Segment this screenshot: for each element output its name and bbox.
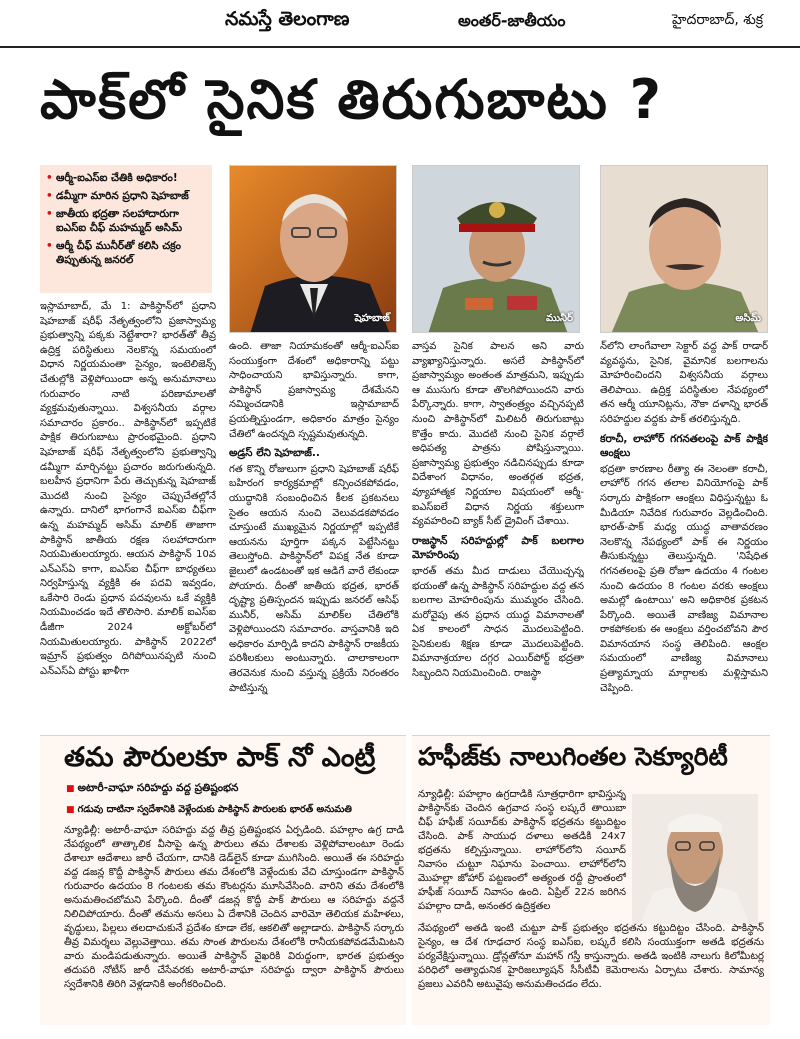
portrait-illustration	[230, 166, 397, 333]
photo-caption: మునీర్	[546, 313, 573, 324]
paragraph: వాస్తవ సైనిక పాలన అని వారు వ్యాఖ్యానిస్తున్నారు. అసలే పాకిస్థాన్‌లో ప్రజాస్వామ్యం అంతంత మాత్రమని, ఇప్పుడు ఆ ముసుగు కూడా తొలగిపోయిందని వారు పేర్కొన్నారు. కాగా, స్వాతంత్ర్యం వచ్చినప్పటి నుంచి పాకిస్థాన్‌లో మిలిటరీ తిరుగుబాట్లు కొత్తేం కాదు. మొదటి నుంచి సైనిక వర్గాలే అధిపత్య పాత్రను పోషిస్తున్నాయి. ప్రజాస్వామ్య ప్రభుత్వం నడిచినప్పుడు కూడా విదేశాంగ విధానం, అంతర్గత భద్రత, వ్యూహాత్మక నిర్ణయాల విషయంలో ఆర్మీ-ఐఎస్ఐలే విధాన నిర్ణయ శక్తులుగా వ్యవహరించి బ్యాక్ సీట్ డ్రైవింగ్ చేశాయి.	[412, 341, 584, 528]
photo-shehbaz	[229, 165, 397, 333]
article-column-2	[229, 340, 399, 720]
subheading: కరాచీ, లాహోర్ గగనతలంపై పాక్ పాక్షిక ఆంక్షలు	[600, 432, 768, 460]
paragraph: గత కొన్ని రోజులుగా ప్రధాని షెహబాజ్ షరీఫ్ బహిరంగ కార్యక్రమాల్లో కన్పించకపోవడం, యుద్ధానికి సంబంధించిన కీలక ప్రకటనలు సైతం ఆయన నుంచి వెలువడకపోవడం చూస్తుంటే ముఖ్యమైన నిర్ణయాల్లో ఇప్పటికే ఆయనను పూర్తిగా పక్కన పెట్టేసినట్టు తెలుస్తోంది. పాకిస్థాన్‌లో విపక్ష నేత కూడా జైలులో ఉండటంతో ఇక ఆడిగే వారే లేకుండా పోయారు. దీంతో జాతీయ భద్రత, భారత్ దృష్ట్యా ప్రతిస్పందన ఇప్పుడు జనరల్ ఆసిఫ్ మునీర్, అసిమ్ మాలిక్‌ల చేతిలోకి వెళ్లిపోయిందని సమాచారం. వాస్తవానికి ఇది అధికారం మార్పిడి కాదని పాకిస్థాన్ రాజకీయ పరిశీలకులు అంటున్నారు. చాలాకాలంగా తెరవెనుక నుంచి వస్తున్న ప్రక్రియే నిరంతరం పాటిస్తున్న	[229, 463, 399, 694]
paragraph: ఉంది. తాజా నియామకంతో ఆర్మీ-ఐఎస్ఐ సంయుక్తంగా దేశంలో అధికారాన్ని పట్టు సాధించాయని భావిస్తున్నారు. కాగా, పాకిస్థాన్ ప్రజాస్వామ్య దేశమేనని నమ్మించడానికి ఇస్లామాబాద్ ప్రయత్నిస్తుండగా, అధికారం మాత్రం సైన్యం చేతిలో ఉందన్నది స్పష్టమవుతున్నది.	[229, 341, 399, 440]
masthead	[0, 0, 800, 48]
paragraph: న్‌లోని లాంగేవాలా సెక్టార్ వద్ద పాక్ రాడార్ వ్యవస్థను, సైనిక, వైమానిక బలగాలను మోహరించిందని విశ్వసనీయ వర్గాలు తెలిపాయి. ఉద్రిక్త పరిస్థితుల నేపథ్యంలో తన ఆర్మీ యూనిట్లను, నౌకా దళాన్ని భారత్ సరిహద్దుల వద్దకు పాక్ తరలిస్తున్నది.	[600, 341, 768, 425]
highlight-item: • డమ్మీగా మారిన ప్రధాని షెహబాజ్	[46, 189, 206, 203]
article-column-1	[40, 300, 216, 720]
story-body	[418, 788, 626, 920]
subheading: రాజస్థాన్ సరిహద్దుల్లో పాక్ బలగాల మోహరింపు	[412, 534, 584, 562]
subheading: అడ్రస్ లేని షెహబాజ్..	[229, 447, 320, 460]
highlight-item: • ఆర్మీ-ఐఎస్ఐ చేతికి అధికారం!	[46, 171, 206, 185]
paragraph: ఇస్లామాబాద్, మే 1: పాకిస్థాన్‌లో ప్రధాని షెహబాజ్ షరీఫ్ నేతృత్వంలోని ప్రజాస్వామ్య ప్రభుత్వాన్ని పక్కకు నెట్టేశారా? భారత్‌తో తీవ్ర ఉద్రిక్త పరిస్థితులు నెలకొన్న సమయంలో విధాన నిర్ణయమంతా సైన్యం, ఇంటెలిజెన్స్ చేతుల్లోకి వెళ్లిపోయిందా అన్న అనుమానాలు గురువారం నాటి పరిణామాలతో వ్యక్తమవుతున్నాయి. విశ్వసనీయ వర్గాల సమాచారం ప్రకారం.. పాకిస్థాన్‌లో ఇప్పటికే పాక్షిక తిరుగుబాటు ప్రారంభమైంది. ప్రధాని షెహబాజ్ షరీఫ్ నేతృత్వంలోని ప్రభుత్వాన్ని డమ్మీగా మార్చినట్టు ప్రచారం జరుగుతున్నది. బలహీన ప్రధానిగా పేరు తెచ్చుకున్న షెహబాజ్ మొదటి నుంచి సైన్యం చెప్పుచేతల్లోనే ఉన్నారు. దానిలో భాగంగానే ఐఎస్ఐ చీఫ్‌గా ఉన్న మహమ్మద్ అసిమ్ మాలిక్ తాజాగా పాకిస్థాన్ జాతీయ రక్షణ సలహాదారుగా నియమితులయ్యారు. ఆయన పాకిస్థాన్ 10వ ఎన్ఎస్ఏ కాగా, ఐఎస్ఐ చీఫ్‌గా బాధ్యతలు నిర్వహిస్తున్న వ్యక్తికి ఈ పదవి ఇవ్వడం, ఒకేసారి రెండు ప్రధాన పదవులను ఒకే వ్యక్తికి నియమించడం ఇదే తొలిసారి. మాలిక్ ఐఎస్ఐ డీజీగా 2024 అక్టోబర్‌లో నియమితులయ్యారు. పాకిస్థాన్ 2022లో ఇమ్రాన్ ప్రభుత్వం దిగిపోయినప్పటి నుంచి ఎన్ఎస్ఏ పోస్టు ఖాళీగా	[40, 301, 216, 677]
story-body	[418, 922, 764, 1024]
article-column-4	[600, 340, 768, 720]
highlight-item: • జాతీయ భద్రతా సలహాదారుగా ఐఎస్ఐ చీఫ్ మహమ్మద్ అసిమ్	[46, 207, 206, 235]
paragraph: భారత్ తమ మీద దాడులు చేయొచ్చన్న భయంతో ఉన్న పాకిస్థాన్ సరిహద్దుల వద్ద తన బలగాల మోహరింపును ముమ్మరం చేసింది. మరోవైపు తన ప్రధాన యుద్ధ విమానాలతో ఏక కాలంలో సాధన మొదలుపెట్టింది. సైనికులకు శిక్షణ కూడా మొదలుపెట్టింది. విమానాశ్రయాల దగ్గర ఎయిర్‌పోర్ట్ భద్రతా సిబ్బందిని నియమించింది. రాజస్థా	[412, 565, 584, 680]
paper-name: నమస్తే తెలంగాణ	[225, 8, 350, 30]
dateline: హైదరాబాద్, శుక్ర	[672, 12, 764, 28]
paragraph: నేపథ్యంలో అతడి ఇంటి చుట్టూ పాక్ ప్రభుత్వం భద్రతను కట్టుదిట్టం చేసింది. పాకిస్థాన్ సైన్యం, ఆ దేశ గూఢచార సంస్థ ఐఎస్ఐ, లష్కరే కలిసి సంయుక్తంగా అతడి భద్రతను పర్యవేక్షిస్తున్నాయి. డ్రోన్లతోనూ మహాన్ గస్తీ కాస్తున్నారు. అతడి ఇంటికి నాలుగు కిలోమీటర్ల పరిధిలో అత్యాధునిక హైరిజల్యూషన్ సీసీటీవీ కెమెరాలను ఏర్పాటు చేశారు. సామాన్య ప్రజలు ఎవరినీ అటువైపు అనుమతించడం లేదు.	[418, 923, 764, 990]
photo-hafiz-saeed	[632, 794, 758, 924]
lead-headline: పాక్‌లో సైనిక తిరుగుబాటు ?	[40, 68, 663, 131]
portrait-illustration	[632, 794, 758, 924]
story-box-border-entry	[40, 735, 406, 1025]
photo-asim	[600, 165, 768, 333]
paragraph: న్యూఢిల్లీ: అటారీ-వాఘా సరిహద్దు వద్ద తీవ్ర ప్రతిష్టంభన ఏర్పడింది. పహల్గాం ఉగ్ర దాడి నేపథ్యంలో తాత్కాలిక వీసాపై ఉన్న పౌరులు తమ దేశాలకు వెళ్లిపోవాలంటూ రెండు దేశాలూ ఆదేశాలు జారీ చేయగా, దానికి డెడ్‌లైన్ కూడా ముగిసింది. అయితే ఈ సరిహద్దు వద్ద డజన్ల కొద్దీ పాకిస్థాన్ పౌరులు తమ దేశంలోకి వెళ్లేందుకు వేచి చూస్తుండగా పాకిస్థాన్ గురువారం ఉదయం 8 గంటలకు తమ కౌంటర్లను మూసివేసింది. వారిని తమ దేశంలోకి అనుమతించబోమని పేర్కొంది. దీంతో డజన్ల కొద్దీ పాక్ పౌరులు ఆ సరిహద్దు వద్దనే నిలిచిపోయారు. దీంతో తమను అసలు ఏ దేశానికి చెందిన వారిమో తెలియక మహిళలు, వృద్ధులు, పిల్లలు తలదాచుకునే ప్రదేశం కూడా లేక, ఆకలితో అల్లాడారు. పాకిస్థాన్ సర్కారు తీవ్ర విమర్శలు వెల్లువెత్తాయి. తమ సొంత పౌరులను దేశంలోకి రానీయకపోవడమేమిటని వారు మండిపడుతున్నారు. అయితే పాకిస్థాన్ వైఖరికి విరుద్ధంగా, భారత ప్రభుత్వం తదుపరి నోటీస్ జారీ చేసేవరకు అటారీ-వాఘా సరిహద్దు ద్వారా పాకిస్థాన్ పౌరులు స్వదేశానికి తిరిగి వెళ్లడానికి అంగీకరించింది.	[64, 825, 404, 990]
story-box-hafiz-security	[412, 735, 770, 1025]
highlights-box	[40, 165, 212, 293]
story-headline: హఫీజ్‌కు నాలుగింతల సెక్యూరిటీ	[418, 742, 728, 771]
story-body	[64, 824, 404, 1024]
photo-caption: షెహబాజ్	[354, 313, 390, 324]
story-headline: తమ పౌరులకూ పాక్ నో ఎంట్రీ	[64, 742, 376, 773]
article-column-3	[412, 340, 584, 720]
photo-caption: అసిమ్	[735, 313, 761, 324]
portrait-illustration	[413, 166, 580, 333]
paragraph: భద్రతా కారణాల రీత్యా ఈ నెలంతా కరాచీ, లాహోర్ గగన తలాల వినియోగంపై పాక్ సర్కారు పాక్షికంగా ఆంక్షలు విధిస్తున్నట్టు ఓ మీడియా నివేదిక గురువారం వెల్లడించింది. భారత్-పాక్ మధ్య యుద్ధ వాతావరణం నెలకొన్న నేపథ్యంలో పాక్ ఈ నిర్ణయం తీసుకున్నట్టు తెలుస్తున్నది. 'నిషేధిత గగనతలంపై ప్రతి రోజూ ఉదయం 4 గంటల నుంచి ఉదయం 8 గంటల వరకు ఆంక్షలు అమల్లో ఉంటాయి' అని అధికారిక ప్రకటన పేర్కొంది. అయితే వాణిజ్య విమానాల రాకపోకలకు ఈ ఆంక్షలు వర్తించబోవని పౌర విమానయాన సంస్థ తెలిపింది. ఆంక్షల సమయంలో వాణిజ్య విమానాలు ప్రత్యామ్నాయ మార్గాలకు మళ్లిస్తామని చెప్పింది.	[600, 463, 768, 694]
paragraph: న్యూఢిల్లీ: పహల్గాం ఉగ్రదాడికి సూత్రధారిగా భావిస్తున్న పాకిస్థాన్‌కు చెందిన ఉగ్రవాద సంస్థ లష్కరే తాయిబా చీఫ్ హఫీజ్ సయీద్‌కు పాకిస్థాన్ భద్రతను కట్టుదిట్టం చేసింది. పాక్ సాయుధ దళాలు అతడికి 24x7 భద్రతను కల్పిస్తున్నాయి. లాహోర్‌లోని సయీద్ నివాసం చుట్టూ నిఘాను పెంచాయి. లాహోర్‌లోని మొహల్లా జోహార్ పట్టణంలో అత్యంత రద్దీ ప్రాంతంలో హఫీజ్ సయీద్ నివాసం ఉంది. ఏప్రిల్ 22న జరిగిన పహల్గాం దాడి, అనంతర ఉద్రిక్తతల	[418, 789, 626, 912]
section-name: అంతర్-జాతీయం	[458, 11, 566, 30]
portrait-illustration	[601, 166, 768, 333]
highlight-item: • ఆర్మీ చీఫ్ మునీర్‌తో కలిసి చక్రం తిప్పుతున్న జనరల్	[46, 239, 206, 267]
story-bullet: ■ గడువు దాటినా స్వదేశానికి వెళ్లేందుకు పాకిస్థాన్ పౌరులకు భారత్ అనుమతి	[66, 804, 352, 817]
photo-munir	[412, 165, 580, 333]
story-bullet: ■ అటారీ-వాఘా సరిహద్దు వద్ద ప్రతిష్టంభన	[66, 782, 238, 797]
